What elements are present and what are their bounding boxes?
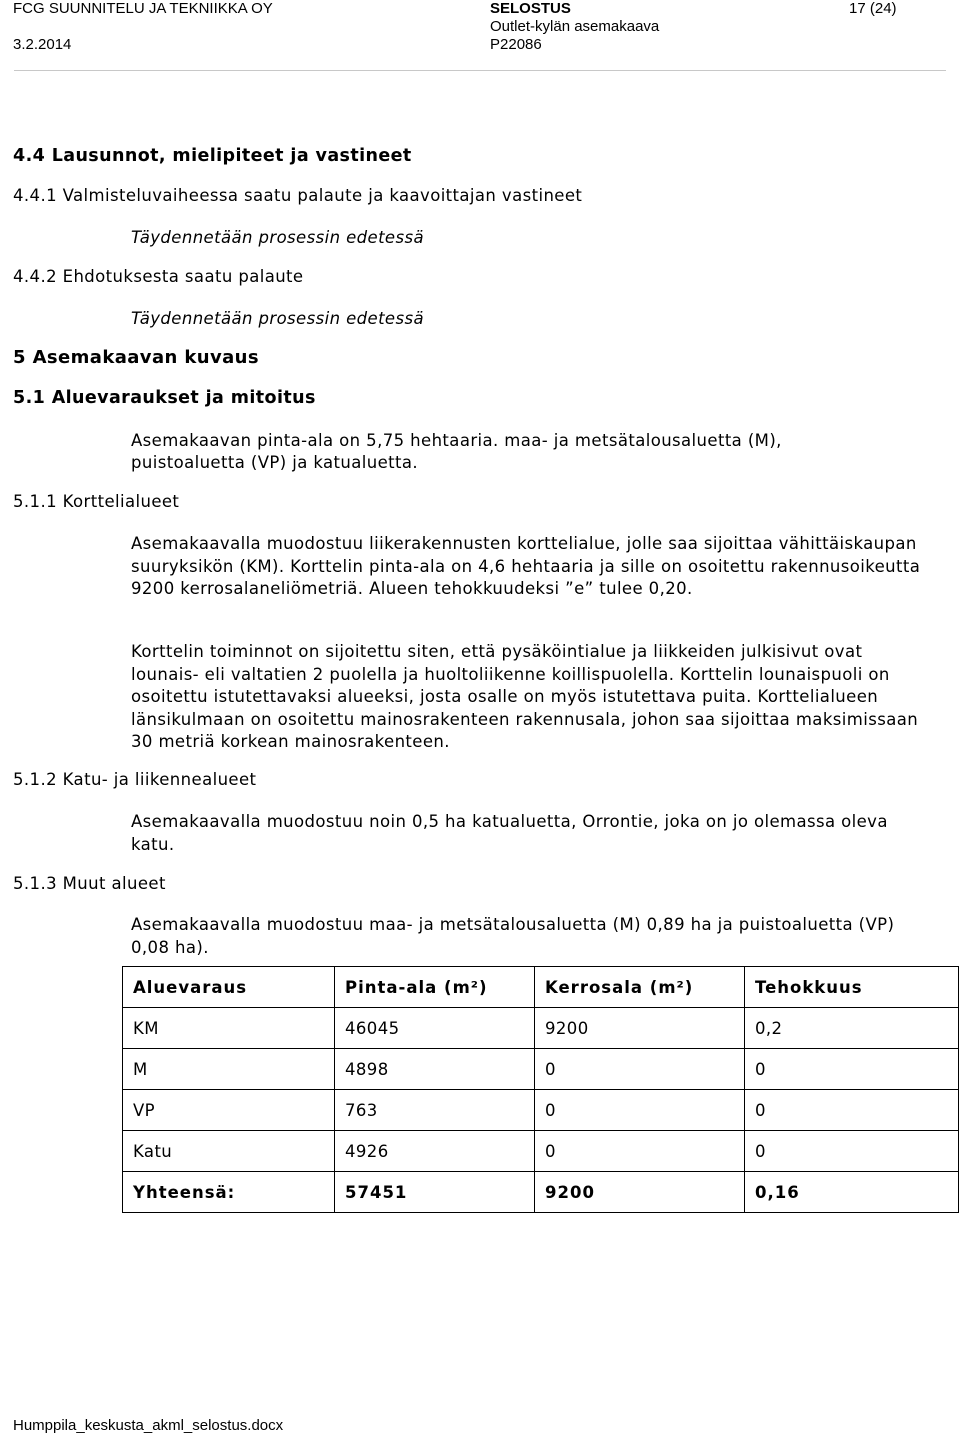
paragraph-5-1-1-b: [131, 641, 931, 754]
table-row: [123, 1008, 959, 1049]
table-total-cell: 0,16: [745, 1172, 959, 1213]
table-cell: 4898: [335, 1049, 535, 1090]
text-5-1-line2: puistoaluetta (VP) ja katualuetta.: [131, 453, 419, 472]
paragraph-5-1-2: [131, 811, 931, 856]
table-cell: 0: [745, 1049, 959, 1090]
table-cell: VP: [123, 1090, 335, 1131]
table-header-cell: Aluevaraus: [123, 967, 335, 1008]
document-date: 3.2.2014: [13, 36, 72, 53]
heading-5-1-3: 5.1.3 Muut alueet: [13, 874, 166, 893]
company-name: FCG SUUNNITELU JA TEKNIIKKA OY: [13, 0, 273, 17]
table-cell: 763: [335, 1090, 535, 1131]
heading-5-1-1: 5.1.1 Korttelialueet: [13, 492, 180, 511]
heading-4-4: 4.4 Lausunnot, mielipiteet ja vastineet: [13, 146, 412, 166]
table-total-row: [123, 1172, 959, 1213]
table-row: [123, 1131, 959, 1172]
text-5-1-line1: Asemakaavan pinta-ala on 5,75 hehtaaria. maa- ja metsätalousaluetta (M),: [131, 431, 782, 450]
table-cell: 4926: [335, 1131, 535, 1172]
paragraph-text: Asemakaavalla muodostuu noin 0,5 ha katualuetta, Orrontie, joka on jo olemassa oleva katu.: [131, 812, 888, 854]
paragraph-text: Korttelin toiminnot on sijoitettu siten, että pysäköintialue ja liikkeiden julkisivut ovat lounais- eli valtatien 2 puolella ja huoltoliikenne koillispuolella. Korttelin lounaispuoli on osoitettu istutettavaksi alueeksi, josta osalle on myös istutettava puita. Korttelialueen länsikulmaan on osoitettu mainosrakenteen rakennusala, johon saa sijoittaa maksimissaan 30 metriä korkean mainosrakenteen.: [131, 642, 919, 751]
paragraph-text: Asemakaavalla muodostuu liikerakennusten korttelialue, jolle saa sijoittaa vähittäiskaupan suuryksikön (KM). Korttelin pinta-ala on 4,6 hehtaaria ja sille on osoitettu rakennusoikeutta 9200 kerrosalaneliömetriä. Alueen tehokkuudeksi ”e” tulee 0,20.: [131, 534, 921, 598]
paragraph-text: Asemakaavalla muodostuu maa- ja metsätalousaluetta (M) 0,89 ha ja puistoaluetta (VP) 0,08 ha).: [131, 915, 895, 957]
heading-5: 5 Asemakaavan kuvaus: [13, 347, 259, 368]
header-divider: [14, 70, 946, 71]
table-cell: 0: [535, 1090, 745, 1131]
table-cell: 0: [745, 1090, 959, 1131]
table-cell: 0: [535, 1131, 745, 1172]
table-header-cell: Tehokkuus: [745, 967, 959, 1008]
paragraph-5-1-1-a: [131, 533, 931, 601]
table-row: [123, 1049, 959, 1090]
table-cell: 46045: [335, 1008, 535, 1049]
table-header-cell: Kerrosala (m²): [535, 967, 745, 1008]
document-type: SELOSTUS: [490, 0, 571, 17]
table-cell: KM: [123, 1008, 335, 1049]
table-cell: M: [123, 1049, 335, 1090]
table-header-row: [123, 967, 959, 1008]
table-cell: 0: [745, 1131, 959, 1172]
table-cell: Katu: [123, 1131, 335, 1172]
paragraph-5-1-3: [131, 914, 931, 959]
table-total-cell: 57451: [335, 1172, 535, 1213]
heading-5-1-2: 5.1.2 Katu- ja liikennealueet: [13, 770, 257, 789]
heading-5-1: 5.1 Aluevaraukset ja mitoitus: [13, 388, 316, 408]
text-4-4-2: Täydennetään prosessin edetessä: [131, 309, 424, 328]
table-total-cell: Yhteensä:: [123, 1172, 335, 1213]
project-number: P22086: [490, 36, 542, 53]
table-row: [123, 1090, 959, 1131]
table-cell: 9200: [535, 1008, 745, 1049]
table-header-cell: Pinta-ala (m²): [335, 967, 535, 1008]
table-cell: 0: [535, 1049, 745, 1090]
heading-4-4-2: 4.4.2 Ehdotuksesta saatu palaute: [13, 267, 304, 286]
text-4-4-1: Täydennetään prosessin edetessä: [131, 228, 424, 247]
footer-filename: Humppila_keskusta_akml_selostus.docx: [13, 1417, 284, 1434]
table-cell: 0,2: [745, 1008, 959, 1049]
heading-4-4-1: 4.4.1 Valmisteluvaiheessa saatu palaute ja kaavoittajan vastineet: [13, 186, 583, 205]
table-total-cell: 9200: [535, 1172, 745, 1213]
plan-name: Outlet-kylän asemakaava: [490, 18, 660, 35]
land-use-table: [122, 966, 959, 1213]
page-number: 17 (24): [849, 0, 897, 17]
